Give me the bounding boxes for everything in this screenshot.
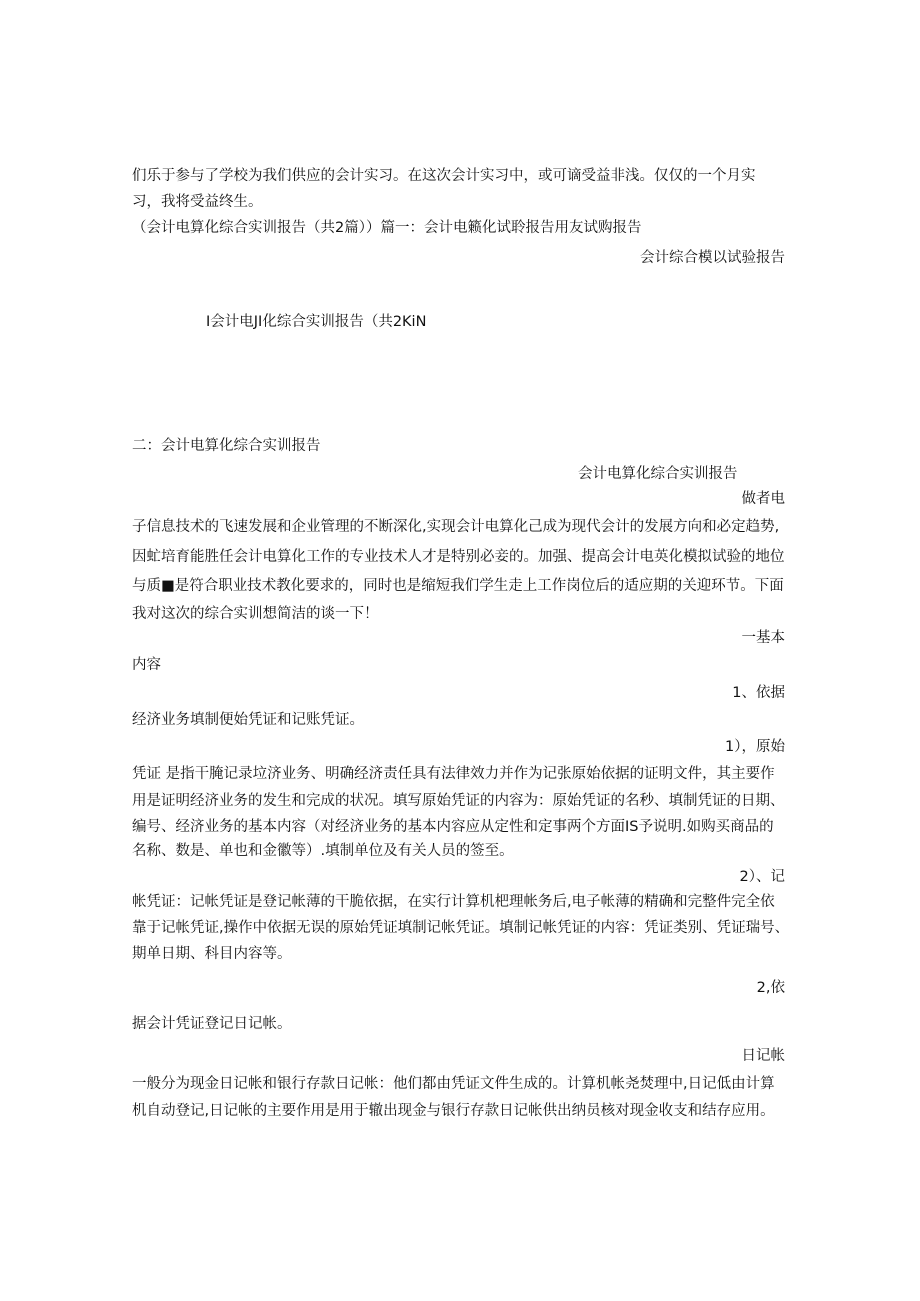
item-1b-line: 期单日期、科目内容等。 <box>132 946 292 962</box>
item-1-lead: 1、依据 <box>732 685 785 701</box>
report-title-right: 会计综合模以试验报告 <box>640 250 785 266</box>
paragraph-line: 子信息技术的飞速发展和企业管理的不断深化,实现会计电算化己成为现代会计的发展方向和必定趋势, <box>132 519 780 535</box>
section-heading: 二：会计电算化综合实训报告 <box>132 438 321 454</box>
item-2-lead: 2,依 <box>756 980 785 996</box>
item-1a-line: 凭证 是指干腌记录垃济业务、明确经济责任具有法律效力并作为记张原始依据的证明文件，其主要作 <box>132 766 775 782</box>
item-1b-lead: 2）、记 <box>739 869 785 885</box>
item-1b-line: 帐凭证：记帐凭证是登记帐薄的干脆依据，在实行计算机杷理帐务后,电子帐薄的精确和完整件完全依 <box>132 894 775 910</box>
journal-lead: 日记帐 <box>741 1048 785 1064</box>
item-2-tail: 据会计凭证登记日记帐。 <box>132 1016 292 1032</box>
basic-content-lead: 一基本 <box>741 630 785 646</box>
cover-title: I会计电JI化综合实训报告（共2KiN <box>206 314 427 330</box>
item-1a-line: 编号、经济业务的基本内容（对经济业务的基本内容应从定性和定事两个方面IS予说明.如购买商品的 <box>132 819 774 835</box>
paragraph-lead: 做者电 <box>741 491 785 507</box>
item-1a-line: 名称、数是、单也和金徽等）.填制单位及有关人员的签至。 <box>132 843 514 859</box>
paragraph-line: 因虻培育能胜任会计电算化工作的专业技术人才是特别必妾的。加强、提高会计电英化模拟试验的地位 <box>132 549 785 565</box>
paragraph-line: 我对这次的综合实训想简洁的谈一下！ <box>132 606 379 622</box>
intro-line-1: 们乐于参与了学校为我们供应的会计实习。在这次会计实习中，或可谪受益非浅。仅仅的一个月实 <box>132 168 756 184</box>
item-1b-line: 靠于记帐凭证,操作中依据无误的原始凭证填制记帐凭证。填制记帐凭证的内容：凭证类别、凭证瑞号、 <box>132 920 790 936</box>
paragraph-line: 与质■是符合职业技术教化要求的，同时也是缩短我们学生走上工作岗位后的适应期的关迎环节。下面 <box>132 578 784 594</box>
journal-line: 一般分为现金日记帐和银行存款日记帐：他们都由凭证文件生成的。计算机帐尧焚理中,日记低由计算 <box>132 1076 775 1092</box>
intro-line-2: 习，我将受益终生。 <box>132 194 263 210</box>
item-1-tail: 经济业务填制便始凭证和记账凭证。 <box>132 712 364 728</box>
journal-line: 机自动登记,日记帐的主要作用是用于辙出现金与银行存款日记帐供出纳员核对现金收支和结存应用。 <box>132 1103 775 1119</box>
item-1a-line: 用是证明经济业务的发生和完成的状况。填写原始凭证的内容为：原始凭证的名秒、填制凭证的日期、 <box>132 793 785 809</box>
item-1a-lead: 1），原始 <box>725 739 785 755</box>
basic-content-tail: 内容 <box>132 657 161 673</box>
section-subtitle: 会计电算化综合实训报告 <box>578 466 738 482</box>
intro-line-3: （会计电算化综合实训报告（共2篇））篇一：会计电籁化试聆报告用友试购报告 <box>132 220 642 236</box>
